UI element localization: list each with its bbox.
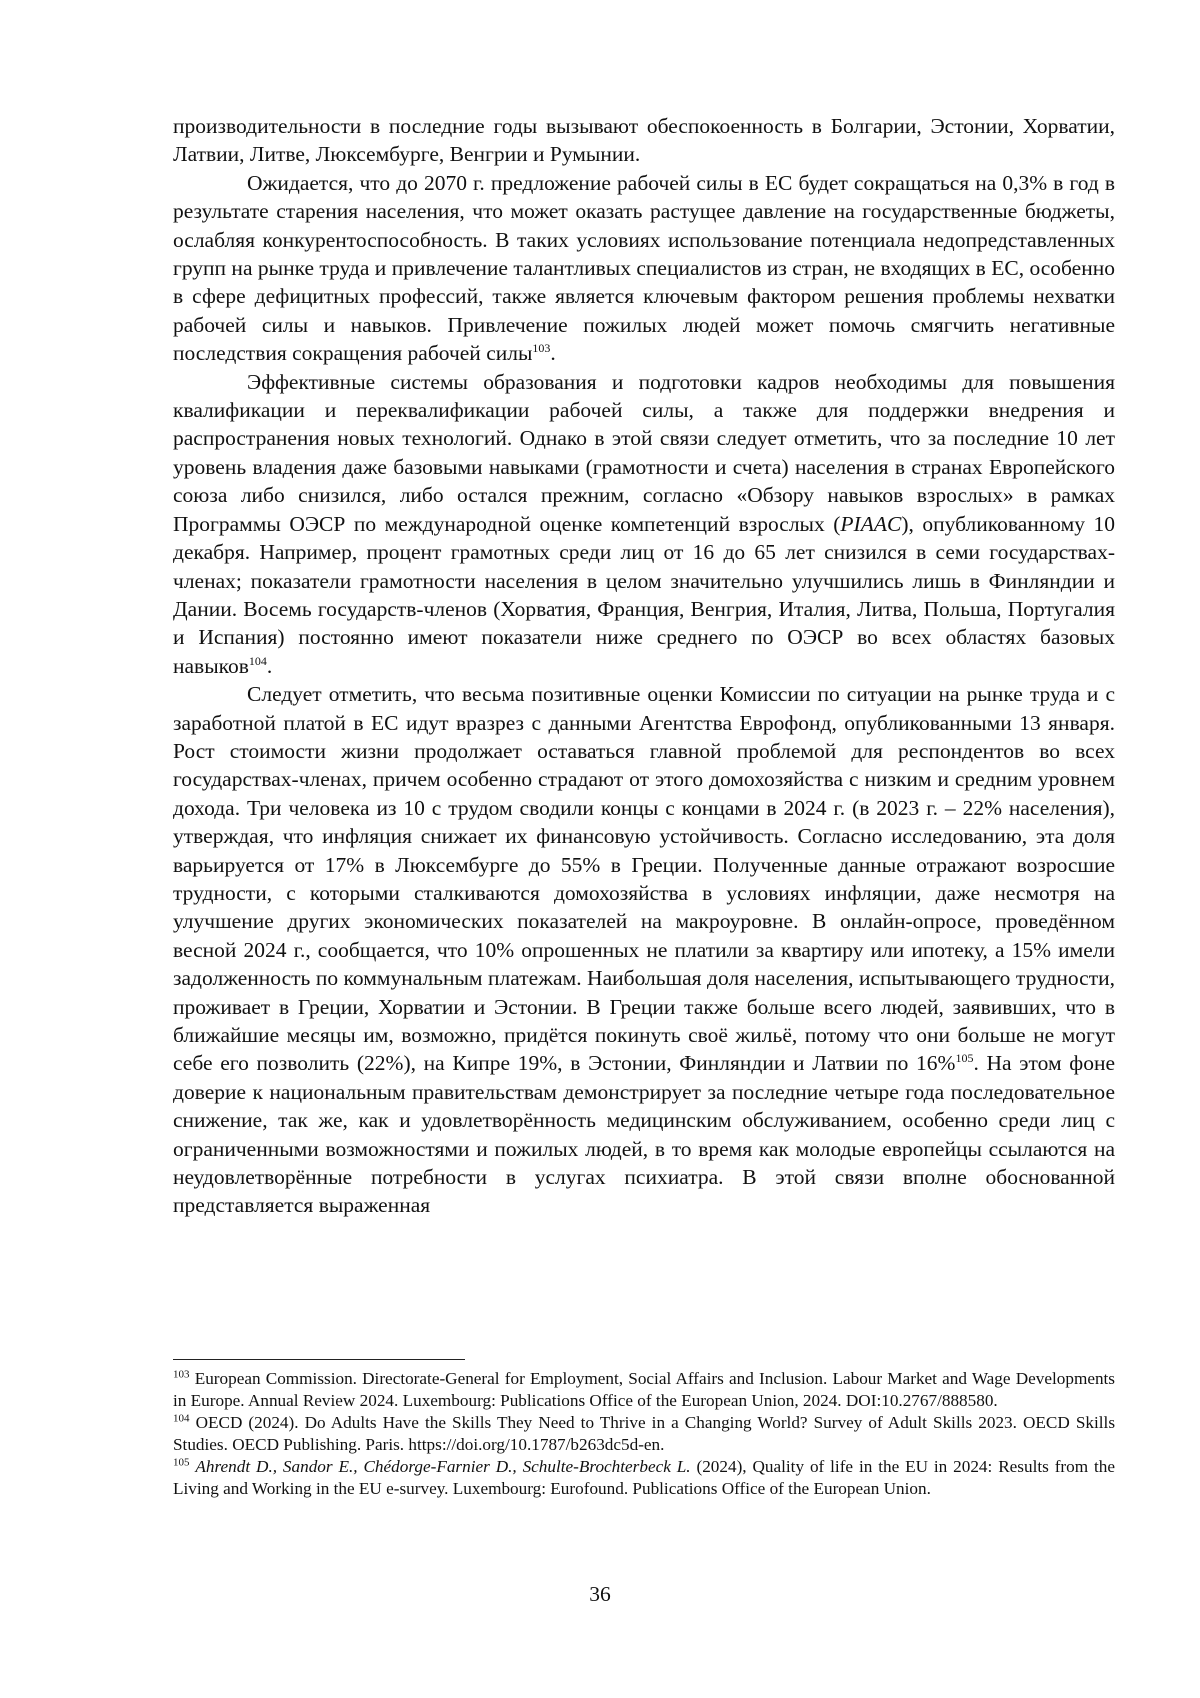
footnote-author: Ahrendt D., Sandor E., Chédorge-Farnier D., Schulte-Brochterbeck L. [195,1457,691,1476]
footnote-ref-104[interactable]: 104 [248,653,267,668]
paragraph-3 [173,368,1115,680]
footnote-number: 103 [173,1368,190,1381]
footnote-text: (2024), Quality of life in the EU in 2024: Results from the Living and Working in the EU e-survey. Luxembourg: Eurofound. Publications Office of the European Union. [173,1457,1116,1498]
paragraph-3-text-b: ), опубликованному 10 декабря. Например, процент грамотных среди лиц от 16 до 65 лет снизился в семи государствах-членах; показатели грамотности населения в целом значительно улучшились лишь в Финляндии и Дании. Восемь государств-членов (Хорватия, Франция, Венгрия, Италия, Литва, Польша, Португалия и Испания) постоянно имеют показатели ниже среднего по ОЭСР во всех областях базовых навыков [173,511,1115,678]
paragraph-1-text: производительности в последние годы вызывают обеспокоенность в Болгарии, Эстонии, Хорватии, Латвии, Литве, Люксембурге, Венгрии и Румынии. [173,114,1115,167]
paragraph-2 [173,169,1115,368]
footnote-text: European Commission. Directorate-General for Employment, Social Affairs and Inclusion. Labour Market and Wage Developments in Europe. Annual Review 2024. Luxembourg: Publications Office of the European Union, 2024. DOI:10.2767/888580. [173,1369,1116,1410]
paragraph-3-text-a: Эффективные системы образования и подготовки кадров необходимы для повышения квалификации и переквалификации рабочей силы, а также для поддержки внедрения и распространения новых технологий. Однако в этой связи следует отметить, что за последние 10 лет уровень владения даже базовыми навыками (грамотности и счета) населения в странах Европейского союза либо снизился, либо остался прежним, согласно «Обзору навыков взрослых» в рамках Программы ОЭСР по международной оценке компетенций взрослых ( [173,369,1115,536]
paragraph-1 [173,112,1115,169]
main-text [173,112,1115,1220]
footnote-number: 105 [173,1456,190,1469]
piaac-abbreviation: PIAAC [840,511,902,536]
footnote-text: OECD (2024). Do Adults Have the Skills They Need to Thrive in a Changing World? Survey of Adult Skills 2023. OECD Skills Studies. OECD Publishing. Paris. https://doi.org/10.1787/b263dc5d-en. [173,1413,1116,1454]
paragraph-4 [173,680,1115,1220]
footnote-103 [173,1368,1115,1412]
paragraph-3-end: . [266,653,273,678]
paragraph-4-text-a: Следует отметить, что весьма позитивные оценки Комиссии по ситуации на рынке труда и с заработной платой в ЕС идут вразрез с данными Агентства Еврофонд, опубликованными 13 января. Рост стоимости жизни продолжает оставаться главной проблемой для респондентов во всех государствах-членах, причем особенно страдают от этого домохозяйства с низким и средним уровнем дохода. Три человека из 10 с трудом сводили концы с концами в 2024 г. (в 2023 г. – 22% населения), утверждая, что инфляция снижает их финансовую устойчивость. Согласно исследованию, эта доля варьируется от 17% в Люксембурге до 55% в Греции. Полученные данные отражают возросшие трудности, с которыми сталкиваются домохозяйства в условиях инфляции, даже несмотря на улучшение других экономических показателей на макроуровне. В онлайн-опросе, проведённом весной 2024 г., сообщается, что 10% опрошенных не платили за квартиру или ипотеку, а 15% имели задолженность по коммунальным платежам. Наибольшая доля населения, испытывающего трудности, проживает в Греции, Хорватии и Эстонии. В Греции также больше всего людей, заявивших, что в ближайшие месяцы им, возможно, придётся покинуть своё жильё, потому что они больше не могут себе его позволить (22%), на Кипре 19%, в Эстонии, Финляндии и Латвии по 16% [173,682,1115,1076]
footnote-ref-105[interactable]: 105 [955,1051,974,1066]
paragraph-4-text-b: . На этом фоне доверие к национальным правительствам демонстрирует за последние четыре года последовательное снижение, так же, как и удовлетворённость медицинским обслуживанием, особенно среди лиц с ограниченными возможностями и пожилых людей, в то время как молодые европейцы ссылаются на неудовлетворённые потребности в услугах психиатра. В этой связи вполне обоснованной представляется выраженная [173,1051,1115,1218]
footnotes [173,1368,1115,1500]
footnote-ref-103[interactable]: 103 [532,341,551,356]
footnote-divider [173,1359,465,1360]
page-number: 36 [589,1582,611,1606]
footnote-104 [173,1412,1115,1456]
footnote-105 [173,1456,1115,1500]
paragraph-2-end: . [550,341,556,366]
footnote-number: 104 [173,1412,190,1425]
paragraph-2-text: Ожидается, что до 2070 г. предложение рабочей силы в ЕС будет сокращаться на 0,3% в год в результате старения населения, что может оказать растущее давление на государственные бюджеты, ослабляя конкурентоспособность. В таких условиях использование потенциала недопредставленных групп на рынке труда и привлечение талантливых специалистов из стран, не входящих в ЕС, особенно в сфере дефицитных профессий, также является ключевым фактором решения проблемы нехватки рабочей силы и навыков. Привлечение пожилых людей может помочь смягчить негативные последствия сокращения рабочей силы [173,170,1115,366]
